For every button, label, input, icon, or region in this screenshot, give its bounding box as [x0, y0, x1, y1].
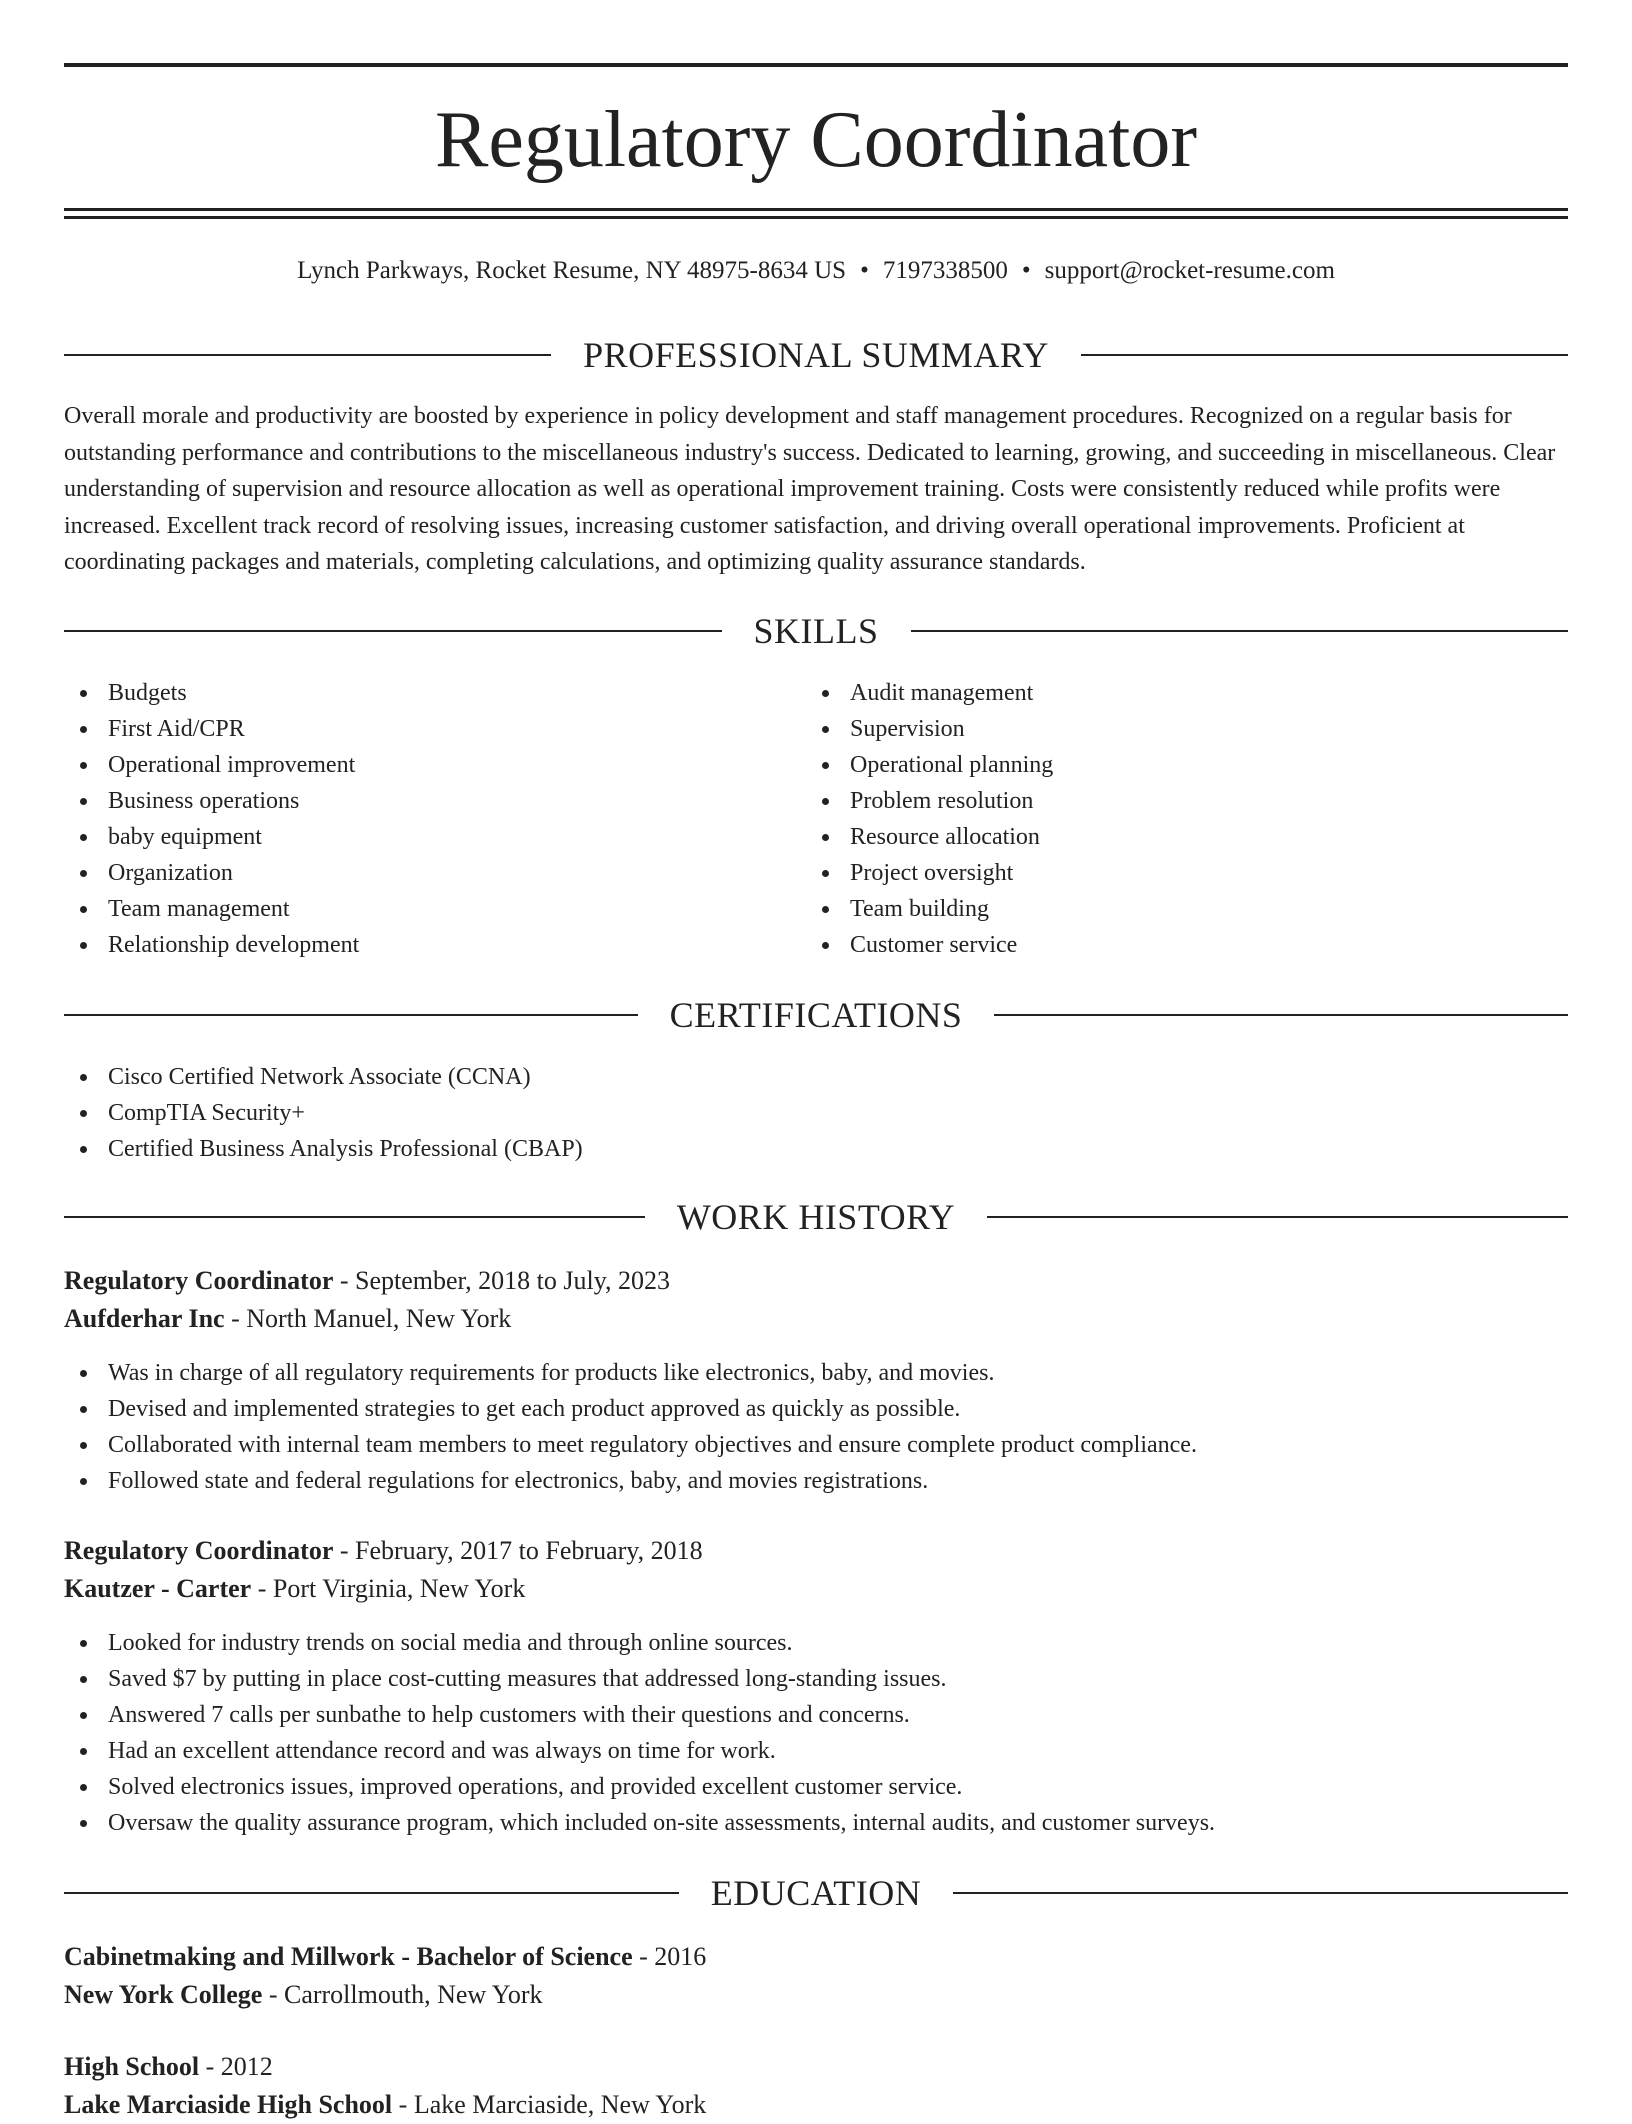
job-dates: - February, 2017 to February, 2018 [333, 1536, 703, 1565]
job-bullet: Solved electronics issues, improved operations, and provided excellent customer service. [108, 1769, 1568, 1805]
job-entry [64, 1262, 1568, 1338]
header-top-rule [64, 63, 1568, 67]
summary-text: Overall morale and productivity are boosted by experience in policy development and staff management procedures. Recognized on a regular basis for outstanding performance and contributions to the miscellaneous industry's success. Dedicated to learning, growing, and succeeding in miscellaneous. Clear understanding of supervision and resource allocation as well as operational improvement training. Costs were consistently reduced while profits were increased. Excellent track record of resolving issues, increasing customer satisfaction, and driving overall operational improvements. Proficient at coordinating packages and materials, completing calculations, and optimizing quality assurance standards. [64, 403, 1556, 575]
education-school: New York College [64, 1980, 263, 2009]
heading-rule-right [987, 1216, 1568, 1218]
certification-item: Cisco Certified Network Associate (CCNA) [108, 1059, 1568, 1095]
heading-rule-left [64, 1216, 645, 1218]
heading-rule-left [64, 1892, 679, 1894]
skill-item: First Aid/CPR [108, 711, 804, 747]
heading-rule-left [64, 630, 722, 632]
skill-item: Budgets [108, 675, 804, 711]
contact-phone: 7197338500 [882, 257, 1008, 284]
header-double-rule-upper [64, 208, 1568, 211]
job-title-line [64, 1532, 1568, 1570]
job-dates: - September, 2018 to July, 2023 [333, 1266, 671, 1295]
job-title-line [64, 1262, 1568, 1300]
job-bullets-block [64, 1625, 1568, 1841]
skill-item: Team building [850, 891, 1546, 927]
skills-list-left [64, 675, 804, 963]
education-location: - Lake Marciaside, New York [392, 2090, 707, 2119]
education-degree-line [64, 1938, 1568, 1976]
skill-item: Operational planning [850, 747, 1546, 783]
section-title: CERTIFICATIONS [669, 995, 963, 1035]
education-year: - 2012 [199, 2052, 273, 2081]
skill-item: Team management [108, 891, 804, 927]
heading-rule-right [953, 1892, 1568, 1894]
job-location: - Port Virginia, New York [251, 1574, 526, 1603]
heading-rule-left [64, 1014, 638, 1016]
summary-heading [64, 332, 1568, 378]
header-double-rule-lower [64, 216, 1568, 219]
job-bullets [64, 1355, 1568, 1499]
heading-rule-left [64, 354, 551, 356]
job-company-line [64, 1570, 1568, 1608]
job-bullet: Saved $7 by putting in place cost-cutting measures that addressed long-standing issues. [108, 1661, 1568, 1697]
skill-item: Resource allocation [850, 819, 1546, 855]
certifications-block [64, 1059, 1568, 1167]
job-company: Kautzer - Carter [64, 1574, 252, 1603]
job-bullet: Had an excellent attendance record and was always on time for work. [108, 1733, 1568, 1769]
job-title: Regulatory Coordinator [64, 1536, 334, 1565]
skill-item: Customer service [850, 927, 1546, 963]
skill-item: Business operations [108, 783, 804, 819]
skills-heading [64, 608, 1568, 654]
contact-line [64, 254, 1568, 288]
education-location: - Carrollmouth, New York [262, 1980, 543, 2009]
certifications-list [64, 1059, 1568, 1167]
contact-separator: • [860, 257, 869, 284]
education-school-line [64, 2086, 1568, 2124]
education-entry [64, 2048, 1568, 2124]
skills-column-left [64, 675, 804, 963]
job-bullets-block [64, 1355, 1568, 1499]
job-location: - North Manuel, New York [224, 1304, 512, 1333]
education-school: Lake Marciaside High School [64, 2090, 393, 2119]
certifications-heading [64, 992, 1568, 1038]
contact-email: support@rocket-resume.com [1044, 257, 1335, 284]
section-title: WORK HISTORY [676, 1197, 956, 1237]
skill-item: Supervision [850, 711, 1546, 747]
job-bullet: Devised and implemented strategies to get each product approved as quickly as possible. [108, 1391, 1568, 1427]
skill-item: Organization [108, 855, 804, 891]
heading-rule-right [1081, 354, 1568, 356]
section-title: SKILLS [753, 611, 879, 651]
job-bullet: Followed state and federal regulations for electronics, baby, and movies registrations. [108, 1463, 1568, 1499]
education-heading [64, 1870, 1568, 1916]
section-title: EDUCATION [710, 1873, 922, 1913]
certification-item: Certified Business Analysis Professional (CBAP) [108, 1131, 1568, 1167]
skills-list-right [806, 675, 1546, 963]
education-school-line [64, 1976, 1568, 2014]
skill-item: Problem resolution [850, 783, 1546, 819]
job-entry [64, 1532, 1568, 1608]
education-year: - 2016 [632, 1942, 707, 1971]
education-entry [64, 1938, 1568, 2014]
job-bullet: Collaborated with internal team members to meet regulatory objectives and ensure complete product compliance. [108, 1427, 1568, 1463]
job-bullet: Oversaw the quality assurance program, which included on-site assessments, internal audits, and customer surveys. [108, 1805, 1568, 1841]
job-bullet: Answered 7 calls per sunbathe to help customers with their questions and concerns. [108, 1697, 1568, 1733]
education-degree-line [64, 2048, 1568, 2086]
skill-item: Operational improvement [108, 747, 804, 783]
resume-name: Regulatory Coordinator [434, 96, 1198, 184]
heading-rule-right [911, 630, 1569, 632]
section-title: PROFESSIONAL SUMMARY [583, 335, 1049, 375]
contact-address: Lynch Parkways, Rocket Resume, NY 48975-8634 US [297, 257, 847, 284]
job-bullet: Was in charge of all regulatory requirements for products like electronics, baby, and movies. [108, 1355, 1568, 1391]
contact-separator: • [1021, 257, 1031, 284]
certification-item: CompTIA Security+ [108, 1095, 1568, 1131]
heading-rule-right [994, 1014, 1568, 1016]
skill-item: Audit management [850, 675, 1546, 711]
job-bullets [64, 1625, 1568, 1841]
work-heading [64, 1194, 1568, 1240]
job-title: Regulatory Coordinator [64, 1266, 334, 1295]
job-company-line [64, 1300, 1568, 1338]
skill-item: Relationship development [108, 927, 804, 963]
skill-item: Project oversight [850, 855, 1546, 891]
education-degree: Cabinetmaking and Millwork - Bachelor of Science [64, 1942, 633, 1971]
skills-column-right [806, 675, 1546, 963]
skill-item: baby equipment [108, 819, 804, 855]
job-company: Aufderhar Inc [64, 1304, 225, 1333]
education-degree: High School [64, 2052, 200, 2081]
job-bullet: Looked for industry trends on social media and through online sources. [108, 1625, 1568, 1661]
